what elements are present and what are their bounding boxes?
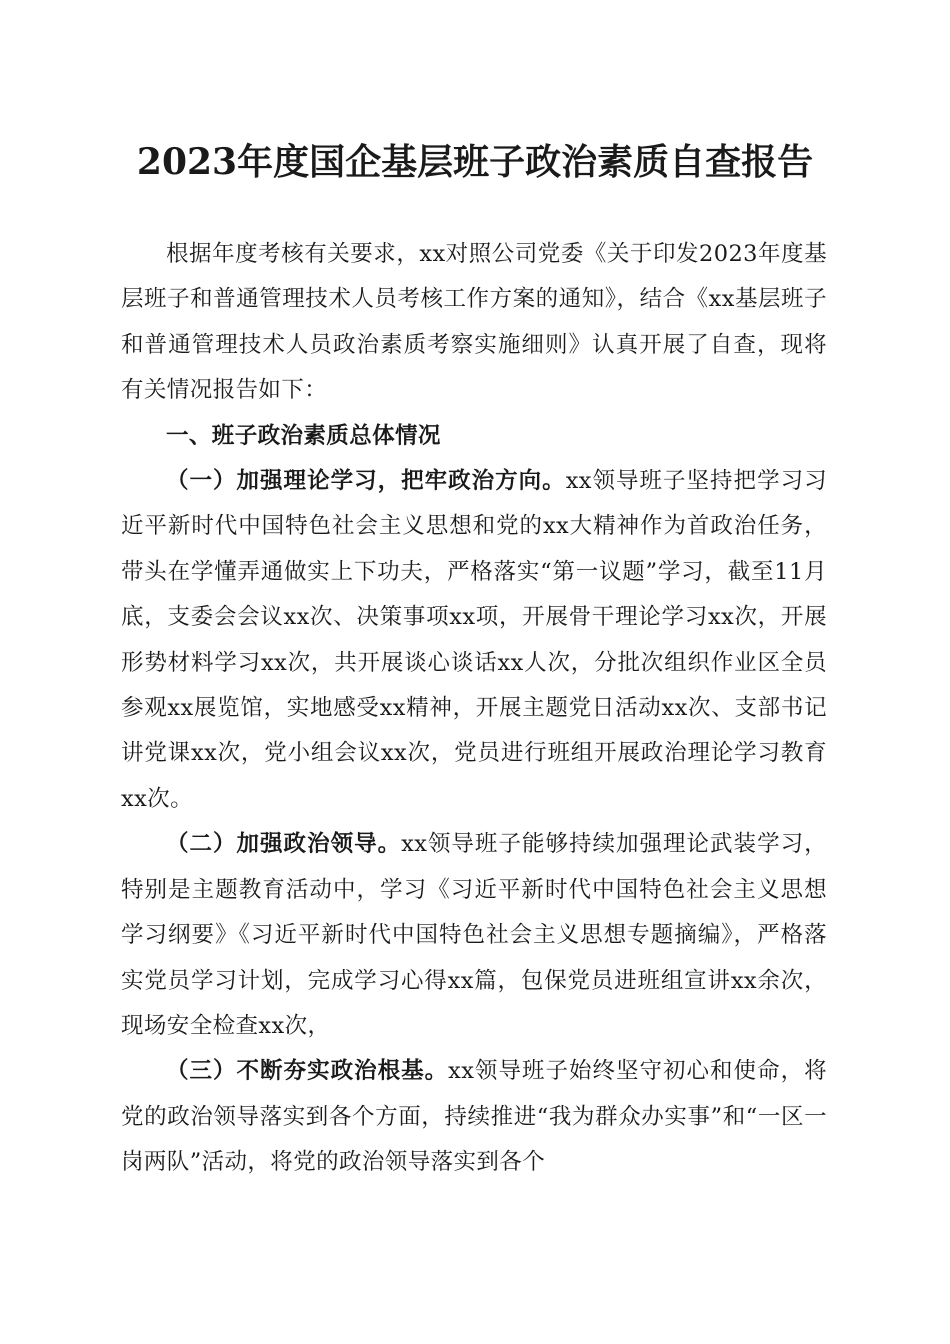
item-3-paragraph	[121, 1049, 827, 1185]
item-1-lead: （一）加强理论学习，把牢政治方向。	[166, 468, 566, 495]
document-title: 2023年度国企基层班子政治素质自查报告	[136, 141, 814, 183]
section-heading: 一、班子政治素质总体情况	[166, 422, 441, 449]
item-3-lead: （三）不断夯实政治根基。	[166, 1058, 449, 1085]
item-2-text: xx领导班子能够持续加强理论武装学习，特别是主题教育活动中，学习《习近平新时代中国特色社会主义思想学习纲要》《习近平新时代中国特色社会主义思想专题摘编》，严格落实党员学习计划，完成学习心得xx篇，包保党员进班组宣讲xx余次，现场安全检查xx次，	[121, 831, 827, 1039]
item-1-paragraph	[121, 459, 827, 822]
item-3-text: xx领导班子始终坚守初心和使命，将党的政治领导落实到各个方面，持续推进“我为群众办实事”和“一区一岗两队”活动，将党的政治领导落实到各个	[121, 1058, 827, 1176]
document-body	[121, 232, 827, 1186]
intro-paragraph: 根据年度考核有关要求，xx对照公司党委《关于印发2023年度基层班子和普通管理技术人员考核工作方案的通知》，结合《xx基层班子和普通管理技术人员政治素质考察实施细则》认真开展了自查，现将有关情况报告如下：	[121, 241, 827, 404]
item-1-text: xx领导班子坚持把学习习近平新时代中国特色社会主义思想和党的xx大精神作为首政治任务，带头在学懂弄通做实上下功夫，严格落实“第一议题”学习，截至11月底，支委会会议xx次、决策事项xx项，开展骨干理论学习xx次，开展形势材料学习xx次，共开展谈心谈话xx人次，分批次组织作业区全员参观xx展览馆，实地感受xx精神，开展主题党日活动xx次、支部书记讲党课xx次，党小组会议xx次，党员进行班组开展政治理论学习教育xx次。	[121, 468, 827, 812]
item-2-paragraph	[121, 822, 827, 1049]
item-2-lead: （二）加强政治领导。	[166, 831, 402, 858]
